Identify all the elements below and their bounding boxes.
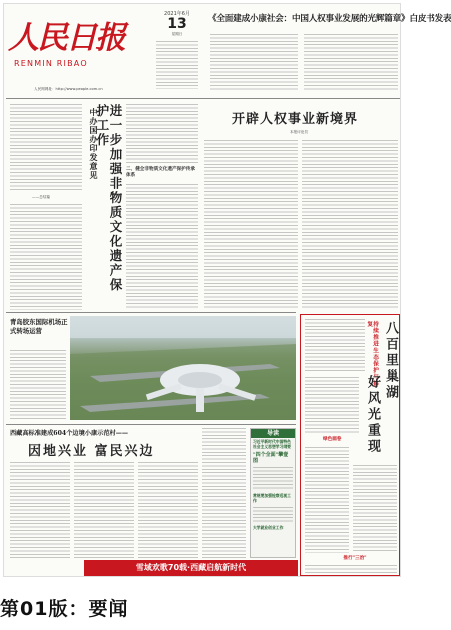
promo-line-4: 大学就业创业工作 bbox=[253, 524, 284, 530]
masthead-website: 人民网网址：http://www.people.com.cn bbox=[34, 87, 103, 91]
lead-title: 进一步加强非物质文化遗产保护工作 bbox=[94, 104, 123, 293]
date-weekday: 星期日 bbox=[171, 32, 183, 36]
date-day: 13 bbox=[167, 16, 187, 32]
left-mid-label: ——总结篇 bbox=[32, 195, 50, 199]
promo-line-3: 常规要加强检察巡视工作 bbox=[253, 492, 291, 503]
banner-text: 雪域欢歌70载·西藏启航新时代 bbox=[135, 563, 247, 572]
airport-photo bbox=[70, 316, 296, 420]
feature-bottom-tag: 推行"三治" bbox=[343, 556, 367, 561]
bottom-kicker: 西藏高标准建成604个边境小康示范村—— bbox=[10, 430, 129, 437]
side-box-title: 二、健全非物质文化遗产保护传承体系 bbox=[126, 167, 195, 178]
feature-title-2: 好风光重现 bbox=[365, 375, 380, 455]
masthead-pinyin: RENMIN RIBAO bbox=[14, 59, 88, 68]
top-headline: 《全面建成小康社会：中国人权事业发展的光辉篇章》白皮书发表 bbox=[208, 14, 451, 24]
feature-kicker: 持续推进生态保护与修复 bbox=[366, 321, 378, 387]
date-year-month: 2021年6月 bbox=[164, 11, 190, 17]
newspaper-page bbox=[3, 3, 451, 577]
feature-title-1: 八百里巢湖 bbox=[383, 321, 398, 401]
tibet-banner bbox=[84, 560, 298, 576]
leader-headline: 开辟人权事业新境界 bbox=[232, 112, 359, 127]
airport-title: 青岛胶东国际机场正式转场运营 bbox=[10, 318, 68, 336]
promo-label: 导读 bbox=[251, 429, 295, 438]
leader-byline: 本报评论员 bbox=[290, 130, 308, 134]
bottom-title: 因地兴业 富民兴边 bbox=[28, 444, 155, 459]
promo-line-1: 习近平新时代中国特色社会主义思想学习纲要 bbox=[253, 439, 291, 449]
feature-subhead: 绿色画卷 bbox=[323, 437, 342, 442]
lead-kicker: 中办国办印发意见 bbox=[89, 108, 99, 180]
page-label: 第01版：要闻 bbox=[0, 598, 129, 620]
masthead-logo: 人民日报 bbox=[8, 20, 124, 56]
promo-line-2: "四个全面"攀壹图 bbox=[253, 451, 289, 464]
promo-box bbox=[250, 428, 296, 558]
right-feature-box bbox=[300, 314, 400, 576]
date-box bbox=[152, 10, 202, 98]
airport-illustration bbox=[70, 316, 296, 420]
